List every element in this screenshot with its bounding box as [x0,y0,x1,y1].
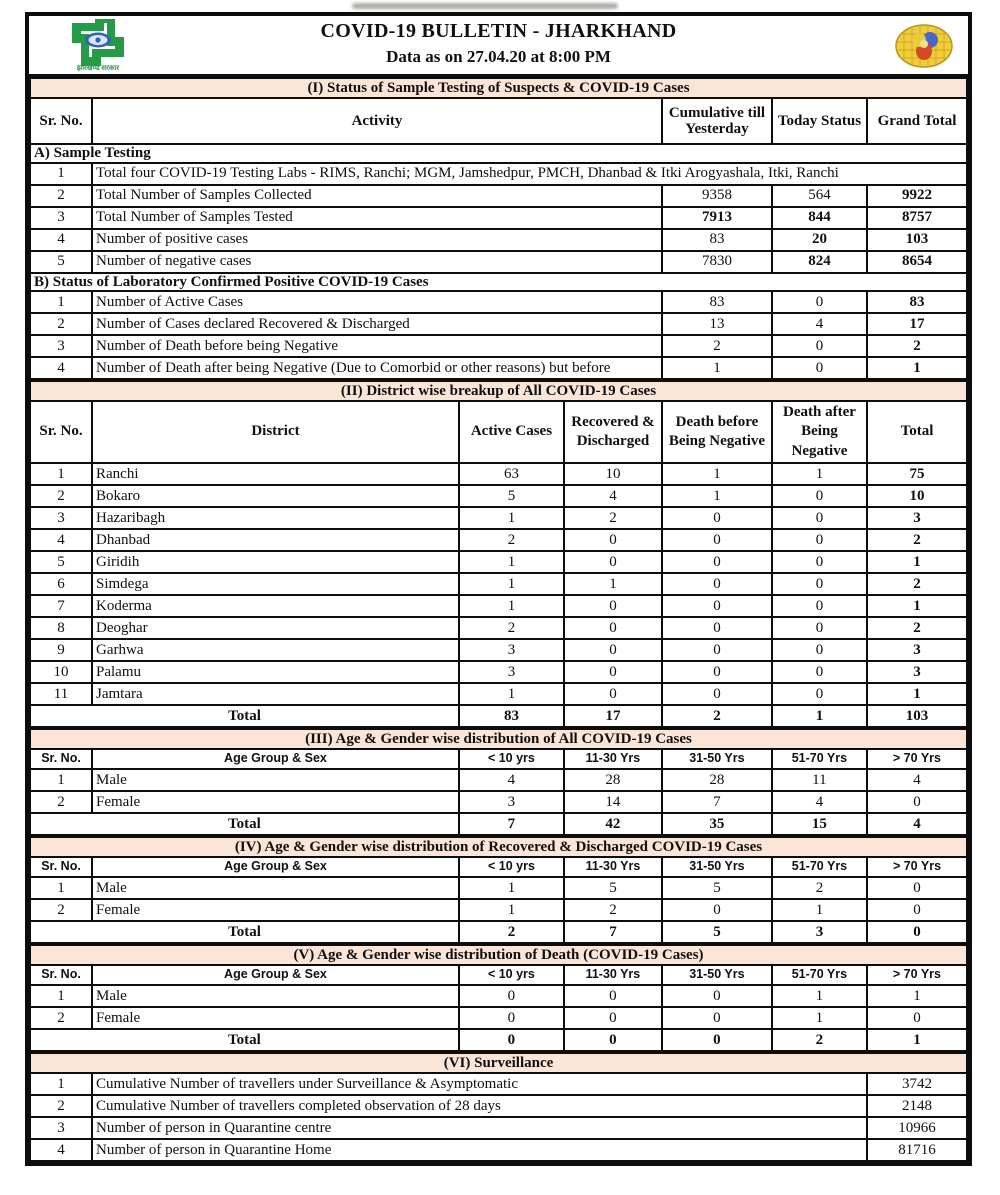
cell-v3: 7 [662,791,772,813]
age-row [30,791,967,813]
cell-cumulative: 2 [662,335,772,357]
age-row [30,985,967,1007]
col-under-10: < 10 yrs [459,749,564,769]
cell-grand-total: 2 [867,335,967,357]
sample-testing-table [29,77,968,380]
col-active-cases: Active Cases [459,401,564,463]
cell-grand-total: 9922 [867,185,967,207]
section-band-III [30,729,967,749]
district-row [30,551,967,573]
cell-sr: 3 [30,335,92,357]
cell-recovered: 0 [564,683,662,705]
cell-v3: 0 [662,985,772,1007]
cell-v5: 0 [867,877,967,899]
table-row [30,163,967,185]
col-51-70: 51-70 Yrs [772,749,867,769]
cell-sr: 3 [30,207,92,229]
cell-total: 3 [867,507,967,529]
cell-sr: 4 [30,1139,92,1161]
cell-v3: 5 [662,921,772,943]
cell-v1: 3 [459,791,564,813]
col-over-70: > 70 Yrs [867,857,967,877]
section-band-VI [30,1053,967,1073]
cell-death-before: 0 [662,595,772,617]
cell-death-before: 0 [662,639,772,661]
page-title: COVID-19 BULLETIN - JHARKHAND [320,20,677,42]
cell-gender: Male [92,769,459,791]
district-row [30,573,967,595]
cell-grand-total: 8654 [867,251,967,273]
age-row [30,1007,967,1029]
cell-total: 2 [867,617,967,639]
cell-death-before: 0 [662,507,772,529]
cell-v4: 4 [772,791,867,813]
cell-sr: 2 [30,899,92,921]
cell-v2: 14 [564,791,662,813]
table-row [30,1117,967,1139]
cell-district: Jamtara [92,683,459,705]
cell-death-before: 0 [662,661,772,683]
header-row [30,857,967,877]
cell-activity: Total Number of Samples Tested [92,207,662,229]
cell-v2: 28 [564,769,662,791]
cell-value: 10966 [867,1117,967,1139]
col-sr-no: Sr. No. [30,857,92,877]
cell-total: 3 [867,639,967,661]
cell-death-before: 0 [662,551,772,573]
cell-death-after: 0 [772,507,867,529]
cell-sr: 2 [30,313,92,335]
cell-district: Simdega [92,573,459,595]
cell-district: Garhwa [92,639,459,661]
cell-sr: 2 [30,1007,92,1029]
cell-grand-total: 17 [867,313,967,335]
cell-sr: 1 [30,769,92,791]
cell-sr: 3 [30,1117,92,1139]
cell-cumulative: 83 [662,229,772,251]
cell-v4: 11 [772,769,867,791]
cell-district: Bokaro [92,485,459,507]
cell-v3: 0 [662,1007,772,1029]
cell-sr: 1 [30,877,92,899]
cell-sr: 11 [30,683,92,705]
cell-v4: 15 [772,813,867,835]
cell-gender: Female [92,1007,459,1029]
age-total-row [30,1029,967,1051]
cell-total: 103 [867,705,967,727]
col-31-50: 31-50 Yrs [662,857,772,877]
cell-sr: 1 [30,291,92,313]
cell-sr: 5 [30,251,92,273]
col-total: Total [867,401,967,463]
cell-district: Koderma [92,595,459,617]
cell-recovered: 17 [564,705,662,727]
cell-activity: Total Number of Samples Collected [92,185,662,207]
cell-sr: 1 [30,463,92,485]
cell-grand-total: 1 [867,357,967,379]
cell-gender: Female [92,791,459,813]
cell-v5: 1 [867,1029,967,1051]
cell-active: 2 [459,617,564,639]
cell-sr: 4 [30,229,92,251]
cell-activity: Number of person in Quarantine centre [92,1117,867,1139]
col-11-30: 11-30 Yrs [564,749,662,769]
cell-active: 3 [459,639,564,661]
header-row [30,749,967,769]
cell-v2: 42 [564,813,662,835]
group-b-label-row [30,273,967,292]
cell-total: 2 [867,529,967,551]
district-row [30,595,967,617]
cell-death-before: 1 [662,463,772,485]
cell-v5: 4 [867,813,967,835]
total-label: Total [30,705,459,727]
scan-artifact [352,3,618,9]
col-activity: Activity [92,98,662,144]
cell-sr: 9 [30,639,92,661]
cell-v1: 0 [459,1029,564,1051]
cell-recovered: 0 [564,661,662,683]
district-row [30,485,967,507]
cell-recovered: 0 [564,617,662,639]
district-total-row [30,705,967,727]
section-title-IV: (IV) Age & Gender wise distribution of Recovered & Discharged COVID-19 Cases [30,837,967,857]
cell-death-before: 1 [662,485,772,507]
cell-total: 10 [867,485,967,507]
cell-v2: 2 [564,899,662,921]
cell-today: 844 [772,207,867,229]
col-under-10: < 10 yrs [459,965,564,985]
cell-activity: Number of Active Cases [92,291,662,313]
cell-sr: 5 [30,551,92,573]
district-row [30,661,967,683]
jharkhand-emblem-icon [59,19,137,73]
cell-activity: Number of person in Quarantine Home [92,1139,867,1161]
cell-cumulative: 7830 [662,251,772,273]
table-row [30,251,967,273]
cell-today: 0 [772,357,867,379]
cell-sr: 1 [30,163,92,185]
col-age-group-sex: Age Group & Sex [92,857,459,877]
cell-v2: 7 [564,921,662,943]
section-title-V: (V) Age & Gender wise distribution of Death (COVID-19 Cases) [30,945,967,965]
cell-activity: Number of Cases declared Recovered & Discharged [92,313,662,335]
district-row [30,639,967,661]
title-bar [29,16,968,77]
col-grand-total: Grand Total [867,98,967,144]
district-row [30,529,967,551]
age-row [30,769,967,791]
total-label: Total [30,921,459,943]
cell-district: Ranchi [92,463,459,485]
cell-district: Hazaribagh [92,507,459,529]
cell-sr: 1 [30,985,92,1007]
table-row [30,207,967,229]
cell-v4: 3 [772,921,867,943]
cell-v1: 1 [459,899,564,921]
col-sr-no: Sr. No. [30,749,92,769]
cell-recovered: 0 [564,639,662,661]
table-row [30,1139,967,1161]
age-total-row [30,921,967,943]
cell-today: 4 [772,313,867,335]
cell-v1: 1 [459,877,564,899]
cell-sr: 7 [30,595,92,617]
cell-today: 824 [772,251,867,273]
age-row [30,877,967,899]
cell-recovered: 0 [564,529,662,551]
cell-cumulative: 13 [662,313,772,335]
table-row [30,313,967,335]
cell-district: Palamu [92,661,459,683]
cell-recovered: 0 [564,551,662,573]
header-row [30,98,967,144]
cell-death-after: 1 [772,705,867,727]
group-a-label: A) Sample Testing [30,144,967,163]
section-band-V [30,945,967,965]
col-sr-no: Sr. No. [30,965,92,985]
cell-value: 81716 [867,1139,967,1161]
cell-activity: Number of Death after being Negative (Due to Comorbid or other reasons) but before [92,357,662,379]
cell-recovered: 2 [564,507,662,529]
cell-v4: 2 [772,877,867,899]
col-over-70: > 70 Yrs [867,749,967,769]
section-band-IV [30,837,967,857]
cell-value: 2148 [867,1095,967,1117]
cell-v5: 1 [867,985,967,1007]
age-all-table [29,728,968,836]
cell-active: 2 [459,529,564,551]
cell-v1: 0 [459,985,564,1007]
cell-activity: Number of negative cases [92,251,662,273]
district-row [30,617,967,639]
cell-sr: 10 [30,661,92,683]
cell-labs-text: Total four COVID-19 Testing Labs - RIMS, Ranchi; MGM, Jamshedpur, PMCH, Dhanbad & Itki Arogyashala, Itki, Ranchi [92,163,967,185]
table-row [30,185,967,207]
col-cumulative: Cumulative till Yesterday [662,98,772,144]
cell-v5: 0 [867,899,967,921]
col-today-status: Today Status [772,98,867,144]
cell-gender: Male [92,877,459,899]
cell-today: 0 [772,335,867,357]
cell-death-after: 0 [772,485,867,507]
section-band-I [30,78,967,98]
cell-v2: 0 [564,1029,662,1051]
cell-v1: 2 [459,921,564,943]
cell-active: 3 [459,661,564,683]
cell-death-after: 0 [772,683,867,705]
age-total-row [30,813,967,835]
cell-activity: Cumulative Number of travellers under Surveillance & Asymptomatic [92,1073,867,1095]
cell-grand-total: 103 [867,229,967,251]
cell-value: 3742 [867,1073,967,1095]
cell-death-after: 0 [772,639,867,661]
section-title-VI: (VI) Surveillance [30,1053,967,1073]
cell-recovered: 10 [564,463,662,485]
cell-active: 1 [459,595,564,617]
cell-cumulative: 9358 [662,185,772,207]
district-row [30,507,967,529]
cell-v3: 5 [662,877,772,899]
cell-death-after: 0 [772,551,867,573]
cell-v4: 1 [772,1007,867,1029]
cell-v1: 4 [459,769,564,791]
col-age-group-sex: Age Group & Sex [92,965,459,985]
table-row [30,1073,967,1095]
district-row [30,463,967,485]
cell-v2: 0 [564,1007,662,1029]
cell-total: 3 [867,661,967,683]
table-row [30,357,967,379]
cell-grand-total: 8757 [867,207,967,229]
district-table [29,380,968,728]
col-11-30: 11-30 Yrs [564,965,662,985]
section-band-II [30,381,967,401]
col-over-70: > 70 Yrs [867,965,967,985]
district-row [30,683,967,705]
cell-total: 1 [867,683,967,705]
cell-v5: 4 [867,769,967,791]
table-row [30,291,967,313]
col-sr-no: Sr. No. [30,98,92,144]
col-51-70: 51-70 Yrs [772,965,867,985]
cell-activity: Number of Death before being Negative [92,335,662,357]
cell-recovered: 4 [564,485,662,507]
surveillance-table [29,1052,968,1162]
cell-v5: 0 [867,921,967,943]
emblem-caption: झारखण्ड सरकार [76,64,120,72]
cell-death-after: 0 [772,573,867,595]
section-title-III: (III) Age & Gender wise distribution of All COVID-19 Cases [30,729,967,749]
cell-active: 1 [459,573,564,595]
cell-sr: 4 [30,357,92,379]
table-row [30,1095,967,1117]
cell-district: Dhanbad [92,529,459,551]
cell-sr: 2 [30,1095,92,1117]
cell-death-before: 0 [662,683,772,705]
cell-v3: 0 [662,899,772,921]
cell-sr: 2 [30,185,92,207]
bulletin-sheet [25,12,972,1166]
cell-total: 1 [867,595,967,617]
cell-v3: 28 [662,769,772,791]
cell-active: 1 [459,683,564,705]
cell-death-after: 0 [772,529,867,551]
cell-death-after: 0 [772,617,867,639]
cell-total: 2 [867,573,967,595]
cell-gender: Female [92,899,459,921]
col-district: District [92,401,459,463]
cell-recovered: 0 [564,595,662,617]
cell-activity: Cumulative Number of travellers completed observation of 28 days [92,1095,867,1117]
cell-v1: 7 [459,813,564,835]
col-11-30: 11-30 Yrs [564,857,662,877]
age-row [30,899,967,921]
table-row [30,335,967,357]
cell-active: 83 [459,705,564,727]
col-death-after: Death after Being Negative [772,401,867,463]
cell-sr: 2 [30,485,92,507]
cell-total: 1 [867,551,967,573]
col-age-group-sex: Age Group & Sex [92,749,459,769]
cell-sr: 6 [30,573,92,595]
age-recovered-table [29,836,968,944]
cell-v1: 0 [459,1007,564,1029]
group-a-label-row [30,144,967,163]
total-label: Total [30,813,459,835]
cell-active: 1 [459,507,564,529]
cell-death-after: 0 [772,661,867,683]
cell-death-before: 0 [662,617,772,639]
col-sr-no: Sr. No. [30,401,92,463]
cell-death-after: 0 [772,595,867,617]
header-row [30,401,967,463]
section-title-II: (II) District wise breakup of All COVID-19 Cases [30,381,967,401]
cell-activity: Number of positive cases [92,229,662,251]
cell-grand-total: 83 [867,291,967,313]
cell-death-before: 2 [662,705,772,727]
table-row [30,229,967,251]
col-recovered: Recovered & Discharged [564,401,662,463]
cell-v2: 0 [564,985,662,1007]
cell-v5: 0 [867,1007,967,1029]
cell-v4: 1 [772,985,867,1007]
cell-sr: 3 [30,507,92,529]
cell-recovered: 1 [564,573,662,595]
cell-v5: 0 [867,791,967,813]
cell-cumulative: 1 [662,357,772,379]
cell-sr: 4 [30,529,92,551]
col-31-50: 31-50 Yrs [662,965,772,985]
col-51-70: 51-70 Yrs [772,857,867,877]
cell-cumulative: 7913 [662,207,772,229]
cell-today: 564 [772,185,867,207]
cell-death-before: 0 [662,573,772,595]
cell-total: 75 [867,463,967,485]
cell-gender: Male [92,985,459,1007]
cell-active: 5 [459,485,564,507]
cell-v3: 0 [662,1029,772,1051]
cell-active: 63 [459,463,564,485]
cell-cumulative: 83 [662,291,772,313]
header-row [30,965,967,985]
cell-sr: 1 [30,1073,92,1095]
col-31-50: 31-50 Yrs [662,749,772,769]
col-under-10: < 10 yrs [459,857,564,877]
section-title-I: (I) Status of Sample Testing of Suspects & COVID-19 Cases [30,78,967,98]
total-label: Total [30,1029,459,1051]
cell-death-before: 0 [662,529,772,551]
cell-active: 1 [459,551,564,573]
date-line: Data as on 27.04.20 at 8:00 PM [386,47,611,66]
cell-v4: 2 [772,1029,867,1051]
cell-v2: 5 [564,877,662,899]
cell-v4: 1 [772,899,867,921]
cell-sr: 2 [30,791,92,813]
cell-district: Deoghar [92,617,459,639]
age-death-table [29,944,968,1052]
cell-today: 0 [772,291,867,313]
cell-v3: 35 [662,813,772,835]
cell-sr: 8 [30,617,92,639]
cell-death-after: 1 [772,463,867,485]
health-seal-icon [892,22,956,70]
col-death-before: Death before Being Negative [662,401,772,463]
group-b-label: B) Status of Laboratory Confirmed Positive COVID-19 Cases [30,273,967,292]
cell-district: Giridih [92,551,459,573]
cell-today: 20 [772,229,867,251]
